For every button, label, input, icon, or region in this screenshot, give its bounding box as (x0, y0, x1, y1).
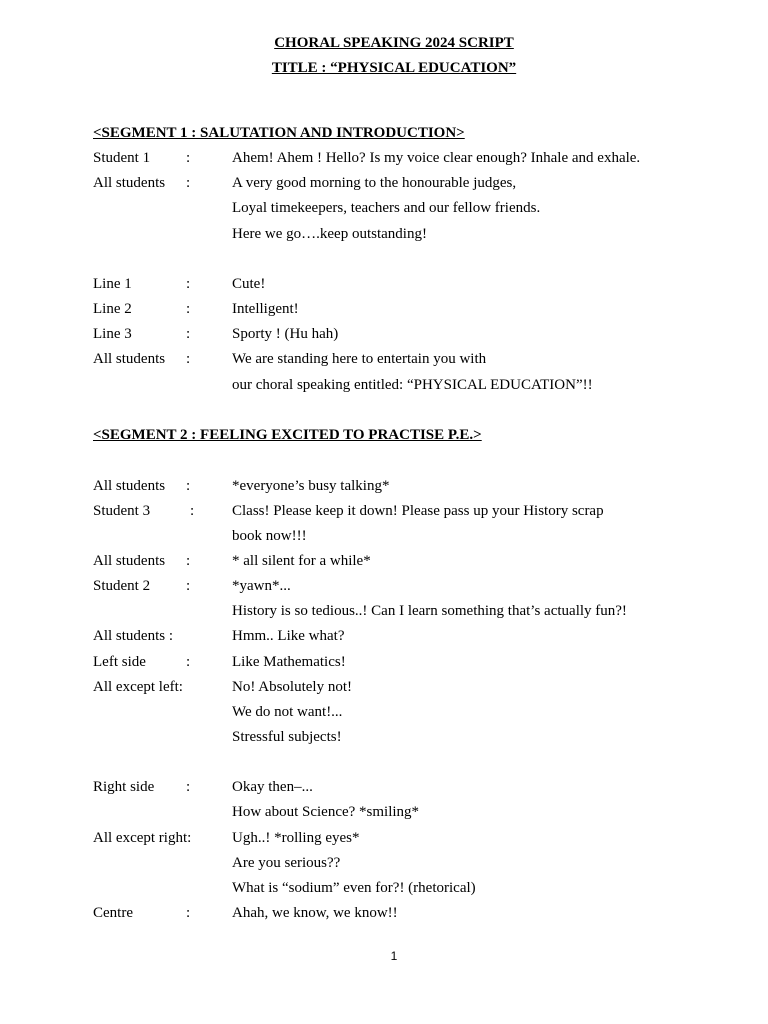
speaker-label: Line 3 (93, 326, 132, 342)
line-text: *yawn*... (232, 578, 291, 594)
colon-separator: : (186, 301, 191, 317)
line-text: Stressful subjects! (232, 729, 342, 745)
line-text: Cute! (232, 276, 266, 292)
line-text: Ahem! Ahem ! Hello? Is my voice clear enough? Inhale and exhale. (232, 150, 641, 166)
speaker-label: Right side (93, 779, 155, 795)
colon-separator: : (186, 351, 191, 367)
line-text: our choral speaking entitled: “PHYSICAL EDUCATION”!! (232, 377, 593, 393)
line-text: We are standing here to entertain you with (232, 351, 487, 367)
colon-separator: : (186, 150, 191, 166)
speaker-label: Student 1 (93, 150, 151, 166)
speaker-label: All students (93, 175, 166, 191)
line-text: Intelligent! (232, 301, 299, 317)
page-number: 1 (390, 949, 398, 963)
line-text: Class! Please keep it down! Please pass up your History scrap (232, 503, 604, 519)
line-text: * all silent for a while* (232, 553, 371, 569)
speaker-label: All except right: (93, 830, 192, 846)
line-text: Hmm.. Like what? (232, 628, 345, 644)
speaker-label: Student 2 (93, 578, 151, 594)
colon-separator: : (190, 503, 195, 519)
colon-separator: : (186, 654, 191, 670)
speaker-label: Line 1 (93, 276, 132, 292)
colon-separator: : (186, 175, 191, 191)
line-text: Are you serious?? (232, 855, 341, 871)
colon-separator: : (186, 578, 191, 594)
speaker-label: Student 3 (93, 503, 151, 519)
colon-separator: : (186, 905, 191, 921)
script-title: CHORAL SPEAKING 2024 SCRIPT (274, 35, 514, 51)
line-text: Sporty ! (Hu hah) (232, 326, 339, 342)
line-text: What is “sodium” even for?! (rhetorical) (232, 880, 476, 896)
line-text: Like Mathematics! (232, 654, 346, 670)
line-text: A very good morning to the honourable judges, (232, 175, 517, 191)
colon-separator: : (186, 326, 191, 342)
line-text: *everyone’s busy talking* (232, 478, 390, 494)
speaker-label: All students : (93, 628, 174, 644)
line-text: We do not want!... (232, 704, 343, 720)
line-text: book now!!! (232, 528, 307, 544)
speaker-label: All except left: (93, 679, 183, 695)
line-text: Ugh..! *rolling eyes* (232, 830, 360, 846)
line-text: How about Science? *smiling* (232, 804, 420, 820)
speaker-label: Line 2 (93, 301, 132, 317)
segment-2-heading: <SEGMENT 2 : FEELING EXCITED TO PRACTISE P.E.> (93, 427, 482, 443)
line-text: Ahah, we know, we know!! (232, 905, 398, 921)
segment-1-heading: <SEGMENT 1 : SALUTATION AND INTRODUCTION> (93, 125, 465, 141)
speaker-label: Left side (93, 654, 146, 670)
script-subtitle: TITLE : “PHYSICAL EDUCATION” (271, 60, 517, 76)
line-text: Here we go….keep outstanding! (232, 226, 427, 242)
line-text: No! Absolutely not! (232, 679, 352, 695)
colon-separator: : (186, 276, 191, 292)
speaker-label: All students (93, 478, 166, 494)
colon-separator: : (186, 553, 191, 569)
line-text: History is so tedious..! Can I learn something that’s actually fun?! (232, 603, 627, 619)
line-text: Loyal timekeepers, teachers and our fellow friends. (232, 200, 541, 216)
line-text: Okay then–... (232, 779, 313, 795)
colon-separator: : (186, 478, 191, 494)
speaker-label: Centre (93, 905, 133, 921)
speaker-label: All students (93, 553, 166, 569)
speaker-label: All students (93, 351, 166, 367)
colon-separator: : (186, 779, 191, 795)
